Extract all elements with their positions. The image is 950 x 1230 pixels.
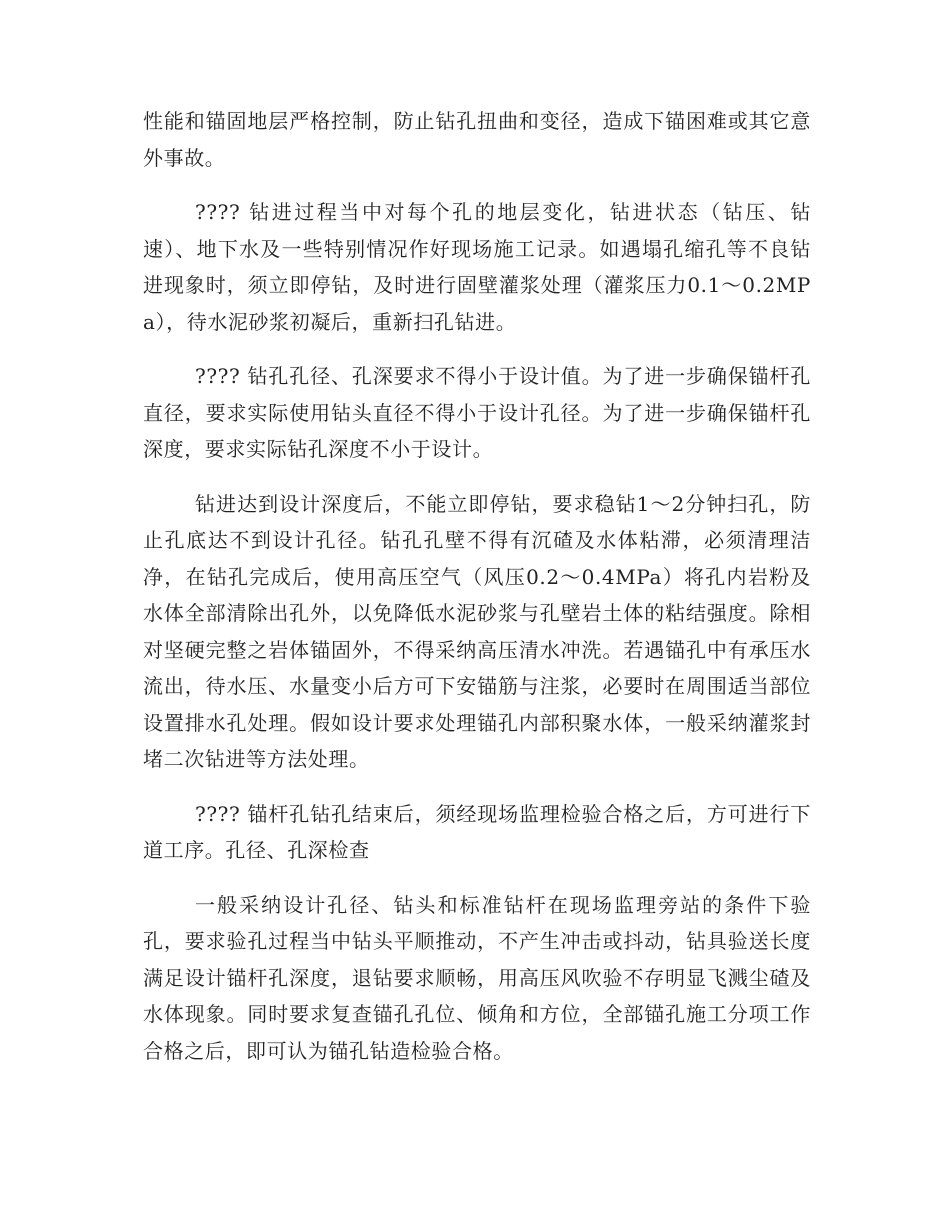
- paragraph-continuation: 性能和锚固地层严格控制，防止钻孔扭曲和变径，造成下锚困难或其它意外事故。: [143, 109, 811, 170]
- paragraph-hole-verification: 一般采纳设计孔径、钻头和标准钻杆在现场监理旁站的条件下验孔，要求验孔过程当中钻头平顺推动，不产生冲击或抖动，钻具验送长度满足设计锚杆孔深度，退钻要求顺畅，用高压风吹验不存明显飞溅尘碴及水体现象。同时要求复查锚孔孔位、倾角和方位，全部锚孔施工分项工作合格之后，即可认为锚孔钻造检验合格。: [143, 892, 811, 1063]
- paragraph-hole-diameter: ???? 钻孔孔径、孔深要求不得小于设计值。为了进一步确保锚杆孔直径，要求实际使用钻头直径不得小于设计孔径。为了进一步确保锚杆孔深度，要求实际钻孔深度不小于设计。: [143, 364, 811, 461]
- document-body: [143, 103, 811, 1087]
- paragraph-drilling-records: ???? 钻进过程当中对每个孔的地层变化，钻进状态（钻压、钻速）、地下水及一些特别情况作好现场施工记录。如遇塌孔缩孔等不良钻进现象时，须立即停钻，及时进行固壁灌浆处理（灌浆压力0.1～0.2MPa），待水泥砂浆初凝后，重新扫孔钻进。: [143, 200, 811, 334]
- paragraph-hole-cleaning: 钻进达到设计深度后，不能立即停钻，要求稳钻1～2分钟扫孔，防止孔底达不到设计孔径。钻孔孔壁不得有沉碴及水体粘滞，必须清理洁净，在钻孔完成后，使用高压空气（风压0.2～0.4MPa）将孔内岩粉及水体全部清除出孔外，以免降低水泥砂浆与孔壁岩土体的粘结强度。除相对坚硬完整之岩体锚固外，不得采纳高压清水冲洗。若遇锚孔中有承压水流出，待水压、水量变小后方可下安锚筋与注浆，必要时在周围适当部位设置排水孔处理。假如设计要求处理锚孔内部积聚水体，一般采纳灌浆封堵二次钻进等方法处理。: [143, 491, 811, 771]
- paragraph-inspection: ???? 锚杆孔钻孔结束后，须经现场监理检验合格之后，方可进行下道工序。孔径、孔深检查: [143, 801, 811, 862]
